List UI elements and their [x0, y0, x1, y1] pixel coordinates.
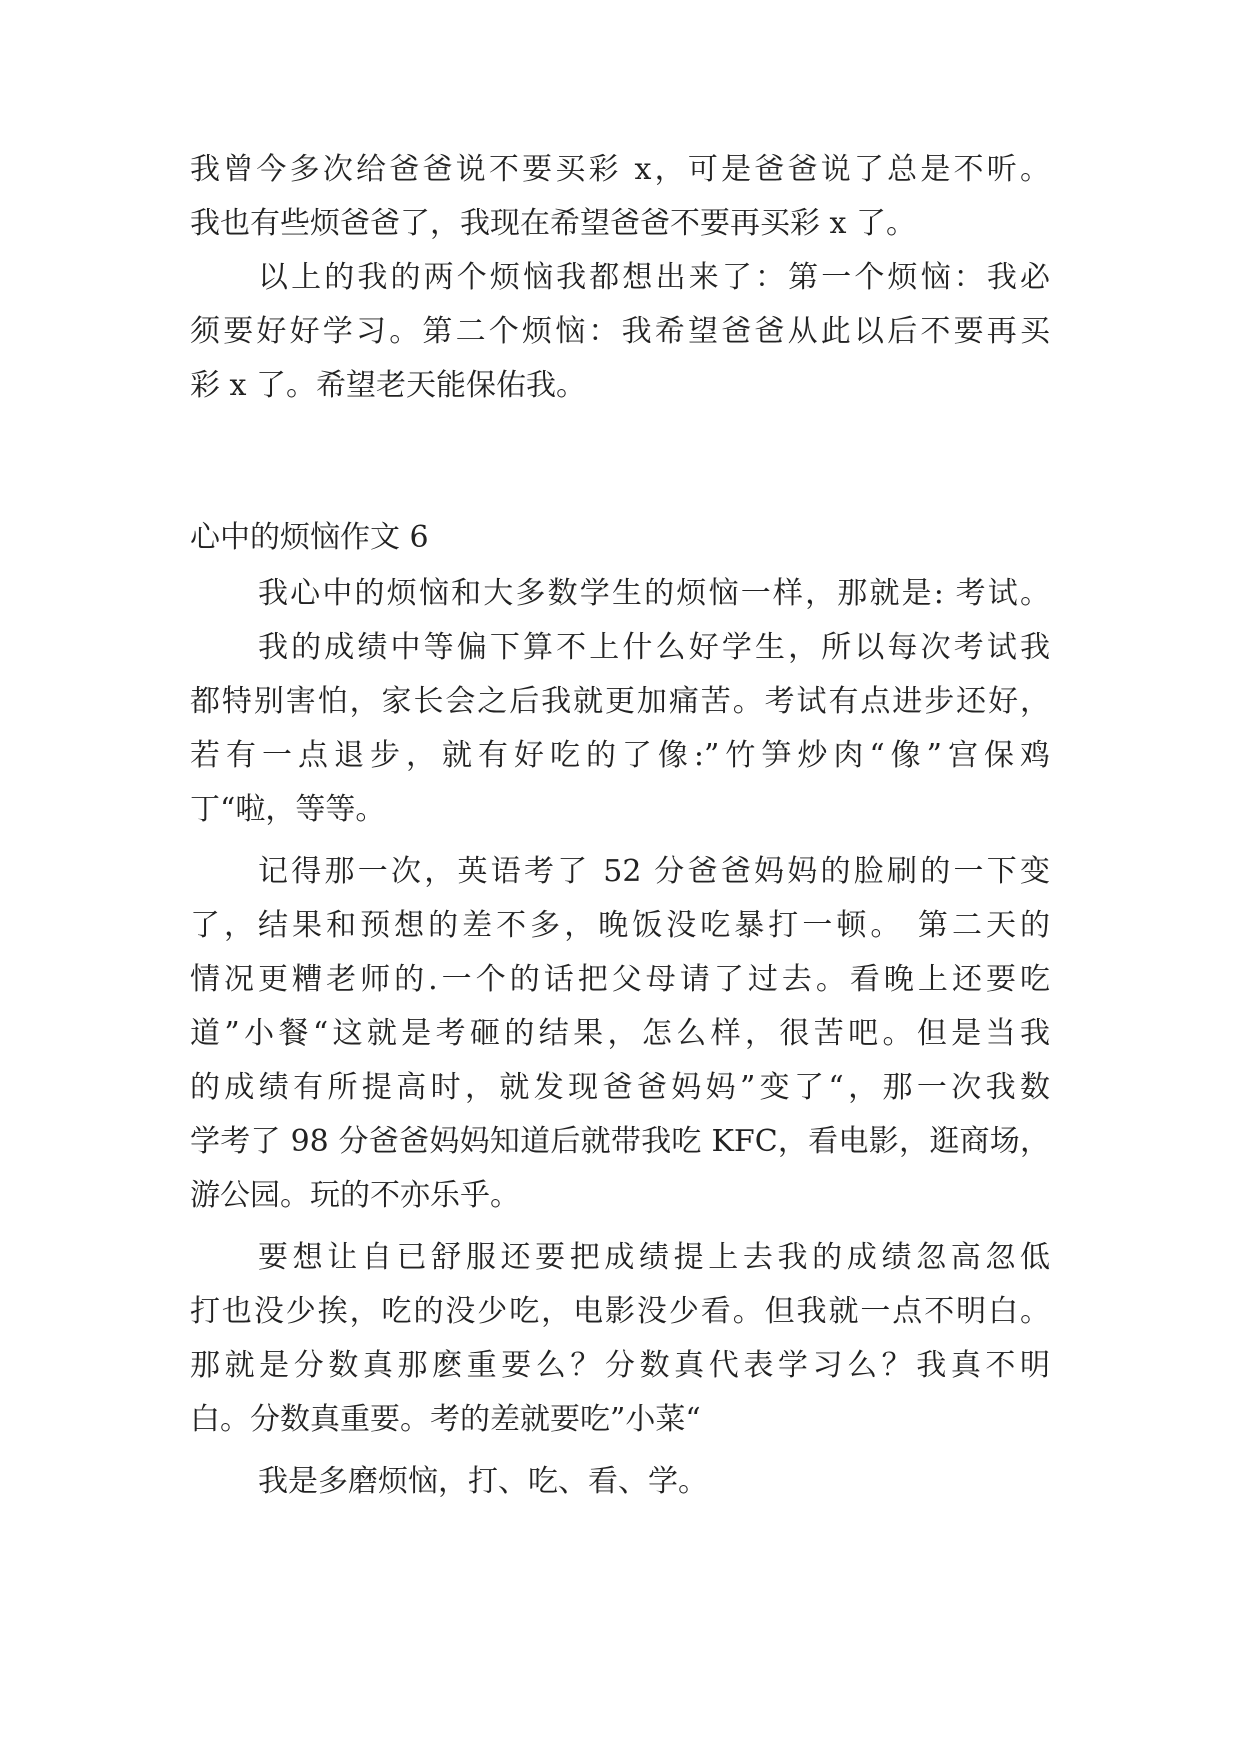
paragraph-line: 以上的我的两个烦恼我都想出来了：第一个烦恼：我必: [258, 260, 1050, 295]
paragraph-line: 若有一点退步，就有好吃的了像:”竹笋炒肉“像”宫保鸡: [190, 738, 1050, 773]
paragraph-line: 须要好好学习。第二个烦恼：我希望爸爸从此以后不要再买: [190, 314, 1050, 349]
paragraph-line: 记得那一次，英语考了 52 分爸爸妈妈的脸刷的一下变: [258, 854, 1050, 889]
paragraph-line: 要想让自已舒服还要把成绩提上去我的成绩忽高忽低: [258, 1240, 1050, 1275]
paragraph-line: 我也有些烦爸爸了，我现在希望爸爸不要再买彩 x 了。: [190, 206, 916, 241]
paragraph-line: 打也没少挨，吃的没少吃，电影没少看。但我就一点不明白。: [190, 1294, 1050, 1329]
paragraph-line: 都特别害怕，家长会之后我就更加痛苦。考试有点进步还好，: [190, 684, 1050, 719]
paragraph-line: 道”小餐“这就是考砸的结果，怎么样，很苦吧。但是当我: [190, 1016, 1050, 1051]
essay-heading: 心中的烦恼作文 6: [190, 520, 429, 555]
paragraph-line: 我心中的烦恼和大多数学生的烦恼一样，那就是: 考试。: [258, 576, 1050, 611]
paragraph-line: 情况更糟老师的.一个的话把父母请了过去。看晚上还要吃: [190, 962, 1050, 997]
paragraph-line: 丁“啦，等等。: [190, 792, 386, 827]
paragraph-line: 我曾今多次给爸爸说不要买彩 x，可是爸爸说了总是不听。: [190, 152, 1050, 187]
paragraph-line: 我是多磨烦恼，打、吃、看、学。: [258, 1464, 708, 1499]
paragraph-line: 我的成绩中等偏下算不上什么好学生，所以每次考试我: [258, 630, 1050, 665]
paragraph-line: 彩 x 了。希望老天能保佑我。: [190, 368, 586, 403]
paragraph-line: 学考了 98 分爸爸妈妈知道后就带我吃 KFC，看电影，逛商场，: [190, 1124, 1050, 1159]
paragraph-line: 的成绩有所提高时，就发现爸爸妈妈”变了“，那一次我数: [190, 1070, 1050, 1105]
paragraph-line: 白。分数真重要。考的差就要吃”小菜“: [190, 1402, 701, 1437]
paragraph-line: 那就是分数真那麽重要么？分数真代表学习么？我真不明: [190, 1348, 1050, 1383]
paragraph-line: 了，结果和预想的差不多，晚饭没吃暴打一顿。 第二天的: [190, 908, 1050, 943]
paragraph-line: 游公园。玩的不亦乐乎。: [190, 1178, 520, 1213]
